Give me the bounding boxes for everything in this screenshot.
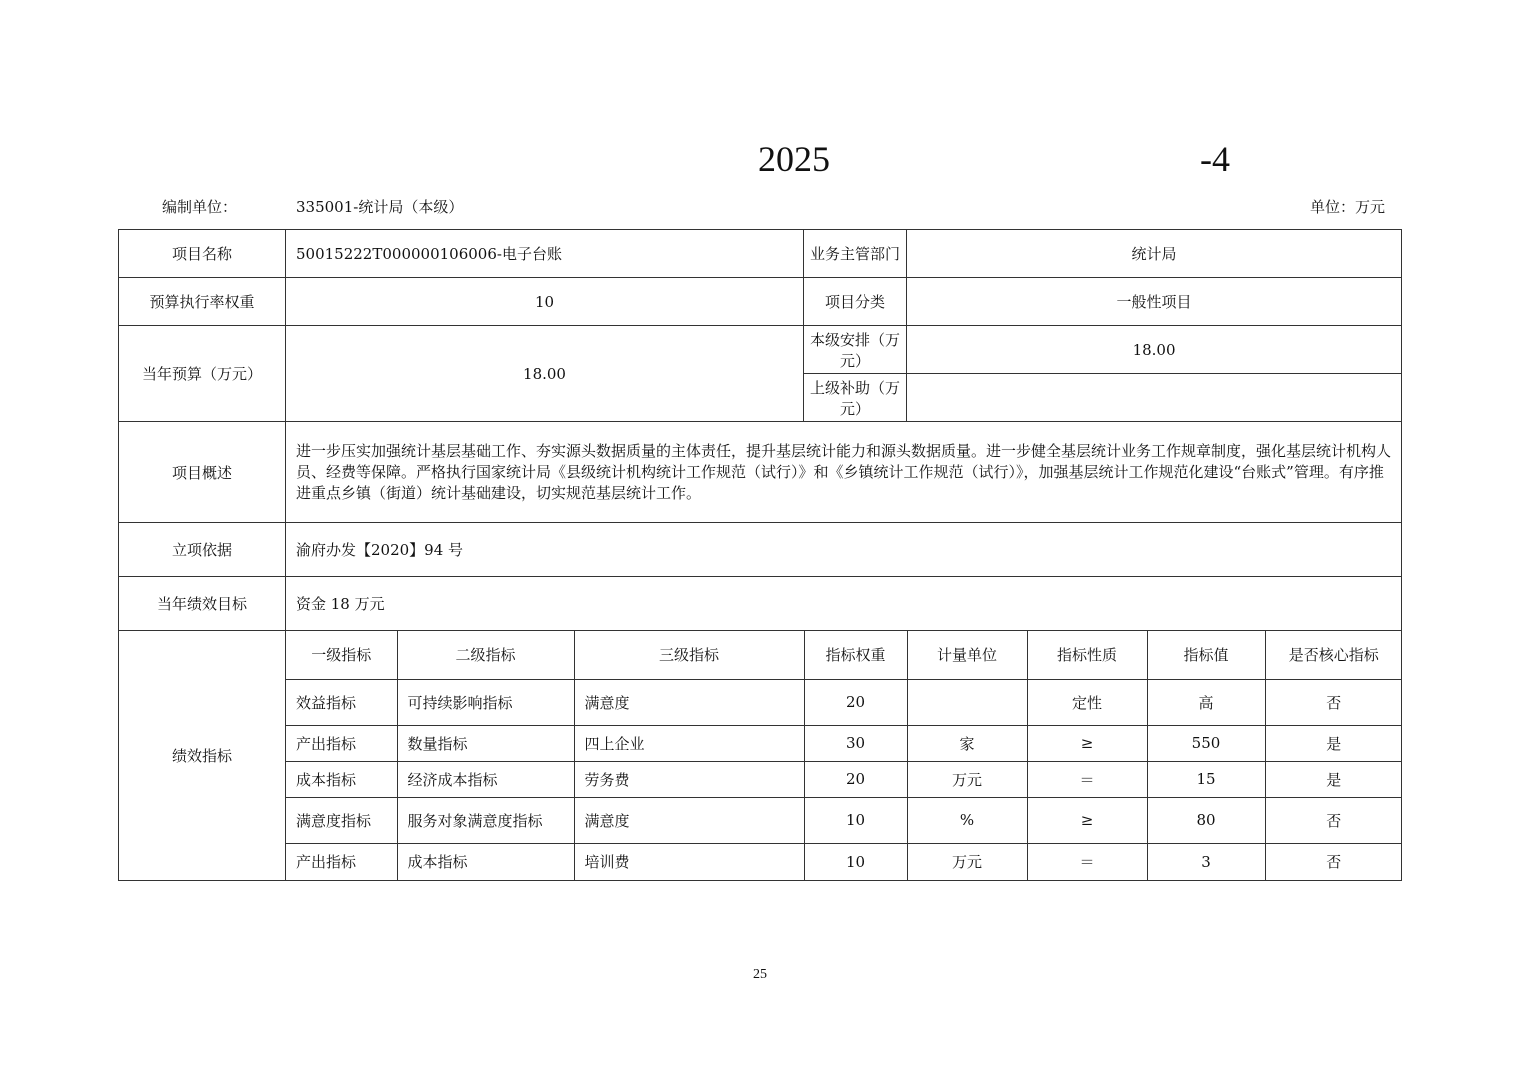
- local-budget-label: 本级安排（万元）: [804, 326, 907, 374]
- goal-label: 当年绩效目标: [119, 577, 286, 631]
- table-cell: 产出指标: [286, 843, 397, 880]
- weight-label: 预算执行率权重: [119, 278, 286, 326]
- table-cell: 成本指标: [286, 761, 397, 797]
- header-cell: 是否核心指标: [1265, 631, 1402, 679]
- local-budget-value: 18.00: [907, 326, 1402, 374]
- category-value: 一般性项目: [907, 278, 1402, 326]
- table-cell: 否: [1265, 679, 1402, 725]
- unit-label: 单位：万元: [1310, 198, 1386, 216]
- table-cell: 20: [804, 679, 907, 725]
- table-cell: 满意度: [574, 679, 804, 725]
- header-cell: 一级指标: [286, 631, 397, 679]
- dept-value: 统计局: [907, 230, 1402, 278]
- table-cell: 经济成本指标: [397, 761, 574, 797]
- budget-label: 当年预算（万元）: [119, 326, 286, 422]
- header-cell: 三级指标: [574, 631, 804, 679]
- report-suffix: -4: [1200, 139, 1230, 179]
- table-row: [286, 797, 1402, 843]
- table-cell: 成本指标: [397, 843, 574, 880]
- org-label: 编制单位：: [162, 198, 238, 216]
- performance-header-row: [286, 631, 1402, 679]
- table-row: [286, 843, 1402, 880]
- goal-value: 资金 18 万元: [286, 577, 1402, 631]
- weight-value: 10: [286, 278, 804, 326]
- performance-cell: [286, 631, 1402, 881]
- table-cell: 万元: [907, 761, 1027, 797]
- table-cell: %: [907, 797, 1027, 843]
- summary-label: 项目概述: [119, 422, 286, 523]
- header-cell: 二级指标: [397, 631, 574, 679]
- header-cell: 计量单位: [907, 631, 1027, 679]
- table-cell: 万元: [907, 843, 1027, 880]
- org-value: 335001-统计局（本级）: [296, 198, 464, 216]
- header-cell: 指标权重: [804, 631, 907, 679]
- table-cell: 是: [1265, 725, 1402, 761]
- performance-label: 绩效指标: [119, 631, 286, 881]
- table-row: [286, 725, 1402, 761]
- table-cell: 产出指标: [286, 725, 397, 761]
- budget-value: 18.00: [286, 326, 804, 422]
- table-cell: 定性: [1027, 679, 1147, 725]
- table-cell: 满意度指标: [286, 797, 397, 843]
- table-cell: 30: [804, 725, 907, 761]
- table-row: [286, 679, 1402, 725]
- basis-value: 渝府办发【2020】94 号: [286, 523, 1402, 577]
- table-cell: 培训费: [574, 843, 804, 880]
- table-cell: 满意度: [574, 797, 804, 843]
- project-table: [118, 229, 1402, 881]
- basis-label: 立项依据: [119, 523, 286, 577]
- subsidy-value: [907, 374, 1402, 422]
- table-cell: ＝: [1027, 761, 1147, 797]
- table-cell: 80: [1147, 797, 1265, 843]
- table-cell: ≥: [1027, 725, 1147, 761]
- table-row: [286, 761, 1402, 797]
- project-name-label: 项目名称: [119, 230, 286, 278]
- table-cell: 可持续影响指标: [397, 679, 574, 725]
- category-label: 项目分类: [804, 278, 907, 326]
- table-cell: 20: [804, 761, 907, 797]
- table-cell: 15: [1147, 761, 1265, 797]
- table-cell: ＝: [1027, 843, 1147, 880]
- table-cell: 550: [1147, 725, 1265, 761]
- table-cell: 10: [804, 843, 907, 880]
- subsidy-label: 上级补助（万元）: [804, 374, 907, 422]
- table-cell: 否: [1265, 797, 1402, 843]
- table-cell: 家: [907, 725, 1027, 761]
- dept-label: 业务主管部门: [804, 230, 907, 278]
- table-cell: 四上企业: [574, 725, 804, 761]
- project-name-value: 50015222T000000106006-电子台账: [286, 230, 804, 278]
- page-number: 25: [753, 967, 767, 982]
- table-cell: 数量指标: [397, 725, 574, 761]
- header-cell: 指标值: [1147, 631, 1265, 679]
- header-cell: 指标性质: [1027, 631, 1147, 679]
- table-cell: 3: [1147, 843, 1265, 880]
- table-cell: 10: [804, 797, 907, 843]
- table-cell: 效益指标: [286, 679, 397, 725]
- table-cell: [907, 679, 1027, 725]
- performance-table: [286, 631, 1402, 880]
- table-cell: ≥: [1027, 797, 1147, 843]
- table-cell: 劳务费: [574, 761, 804, 797]
- table-cell: 服务对象满意度指标: [397, 797, 574, 843]
- summary-value: 进一步压实加强统计基层基础工作、夯实源头数据质量的主体责任，提升基层统计能力和源头数据质量。进一步健全基层统计业务工作规章制度，强化基层统计机构人员、经费等保障。严格执行国家统计局《县级统计机构统计工作规范（试行）》和《乡镇统计工作规范（试行）》，加强基层统计工作规范化建设“台账式”管理。有序推进重点乡镇（街道）统计基础建设，切实规范基层统计工作。: [286, 422, 1402, 523]
- report-year: 2025: [758, 139, 830, 179]
- table-cell: 高: [1147, 679, 1265, 725]
- table-cell: 否: [1265, 843, 1402, 880]
- table-cell: 是: [1265, 761, 1402, 797]
